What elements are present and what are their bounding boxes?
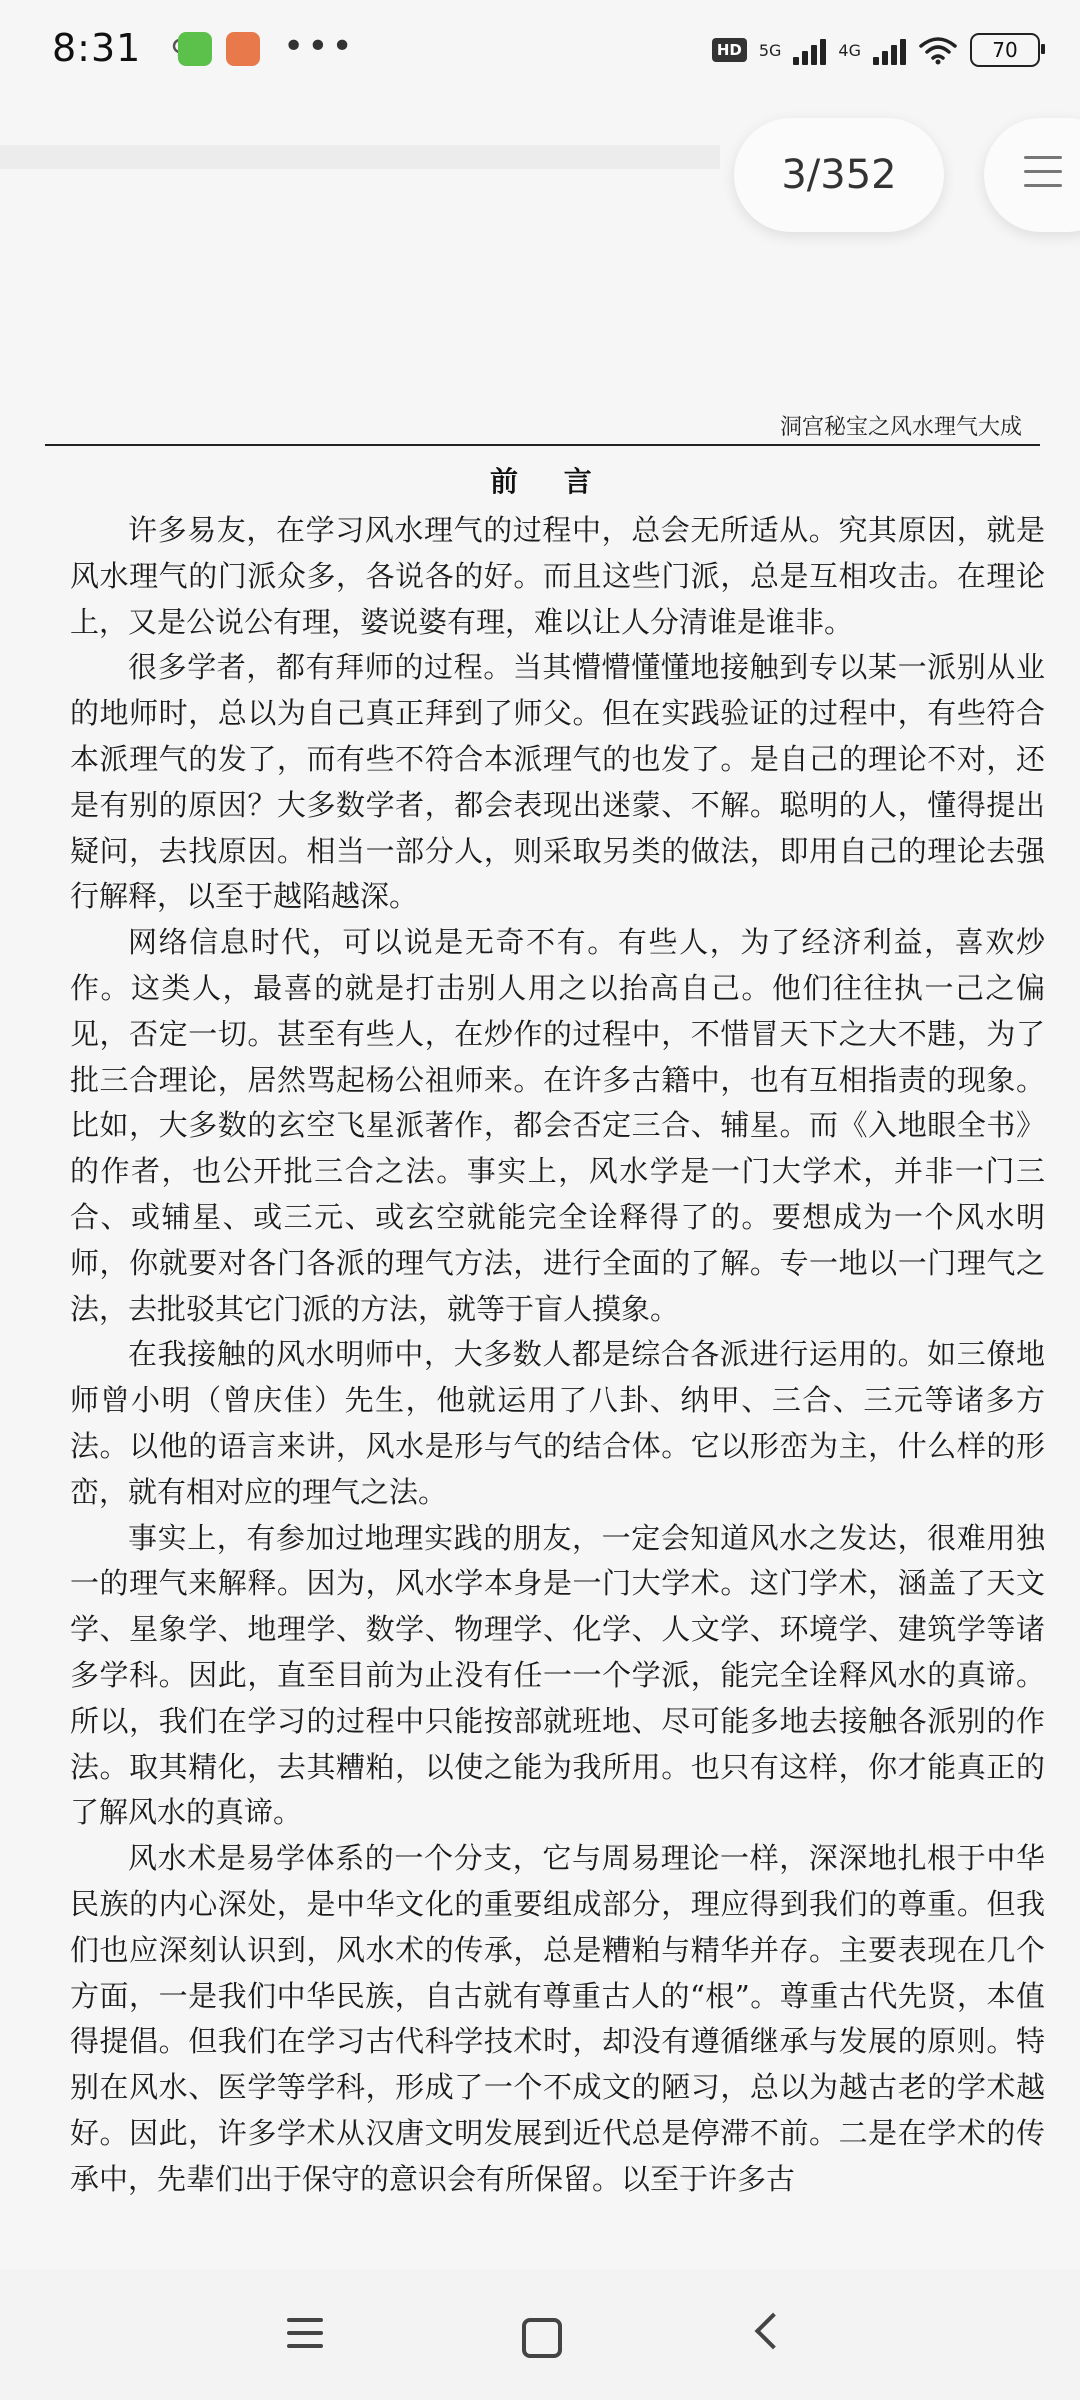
toolbar-shadow [0,145,720,169]
battery-icon: 70 [970,33,1040,67]
page-indicator-button[interactable]: 3/352 [734,118,944,232]
recent-apps-icon[interactable] [287,2318,323,2357]
more-notifications-icon: ••• [283,26,356,67]
body-text [70,508,1045,2202]
paragraph: 事实上，有参加过地理实践的朋友，一定会知道风水之发达，很难用独一的理气来解释。因为，风水学本身是一门大学术。这门学术，涵盖了天文学、星象学、地理学、数学、物理学、化学、人文学、环境学、建筑学等诸多学科。因此，直至目前为止没有任一一个学派，能完全诠释风水的真谛。所以，我们在学习的过程中只能按部就班地、尽可能多地去接触各派别的作法。取其精化，去其糟粕，以使之能为我所用。也只有这样，你才能真正的了解风水的真谛。 [70,1520,1045,1830]
hamburger-menu-icon [1024,156,1062,198]
paragraph: 在我接触的风水明师中，大多数人都是综合各派进行运用的。如三僚地师曾小明（曾庆佳）先生，他就运用了八卦、纳甲、三合、三元等诸多方法。以他的语言来讲，风水是形与气的结合体。它以形峦为主，什么样的形峦，就有相对应的理气之法。 [70,1337,1045,1509]
signal-5g-icon [793,35,826,65]
paragraph: 许多易友，在学习风水理气的过程中，总会无所适从。究其原因，就是风水理气的门派众多，各说各的好。而且这些门派，总是互相攻击。在理论上，又是公说公有理，婆说婆有理，难以让人分清谁是谁非。 [70,513,1045,639]
page-title: 前 言 [490,465,610,498]
signal-4g-icon [873,35,906,65]
hd-voice-icon: HD [712,38,747,62]
status-bar [0,0,1080,100]
home-icon[interactable] [522,2318,562,2358]
wifi-icon [918,35,958,65]
paragraph: 网络信息时代，可以说是无奇不有。有些人，为了经济利益，喜欢炒作。这类人，最喜的就是打击别人用之以抬高自己。他们往往执一己之偏见，否定一切。甚至有些人，在炒作的过程中，不惜冒天下之大不韪，为了批三合理论，居然骂起杨公祖师来。在许多古籍中，也有互相指责的现象。比如，大多数的玄空飞星派著作，都会否定三合、辅星。而《入地眼全书》的作者，也公开批三合之法。事实上，风水学是一门大学术，并非一门三合、或辅星、或三元、或玄空就能完全诠释得了的。要想成为一个风水明师，你就要对各门各派的理气方法，进行全面的了解。专一地以一门理气之法，去批驳其它门派的方法，就等于盲人摸象。 [70,925,1045,1326]
paragraph: 风水术是易学体系的一个分支，它与周易理论一样，深深地扎根于中华民族的内心深处，是中华文化的重要组成部分，理应得到我们的尊重。但我们也应深刻认识到，风水术的传承，总是糟粕与精华并存。主要表现在几个方面，一是我们中华民族，自古就有尊重古人的“根”。尊重古代先贤，本值得提倡。但我们在学习古代科学技术时，却没有遵循继承与发展的原则。特别在风水、医学等学科，形成了一个不成文的陋习，总以为越古老的学术越好。因此，许多学术从汉唐文明发展到近代总是停滞不前。二是在学术的传承中，先辈们出于保守的意识会有所保留。以至于许多古 [70,1841,1045,2196]
network-label-5g: 5G [758,40,782,60]
reader-menu-button[interactable] [984,118,1080,232]
system-navigation-bar [0,2270,1080,2400]
system-status-icons [712,30,1040,70]
green-app-notification-icon [178,32,212,66]
status-time: 8:31 [52,26,142,70]
paragraph: 很多学者，都有拜师的过程。当其懵懵懂懂地接触到专以某一派别从业的地师时，总以为自己真正拜到了师父。但在实践验证的过程中，有些符合本派理气的发了，而有些不符合本派理气的也发了。是自己的理论不对，还是有别的原因？大多数学者，都会表现出迷蒙、不解。聪明的人，懂得提出疑问，去找原因。相当一部分人，则采取另类的做法，即用自己的理论去强行解释，以至于越陷越深。 [70,650,1045,914]
running-header: 洞宫秘宝之风水理气大成 [780,415,1023,440]
back-icon[interactable] [755,2313,792,2350]
header-rule [45,444,1040,446]
orange-app-notification-icon [226,32,260,66]
network-label-4g: 4G [838,40,861,60]
